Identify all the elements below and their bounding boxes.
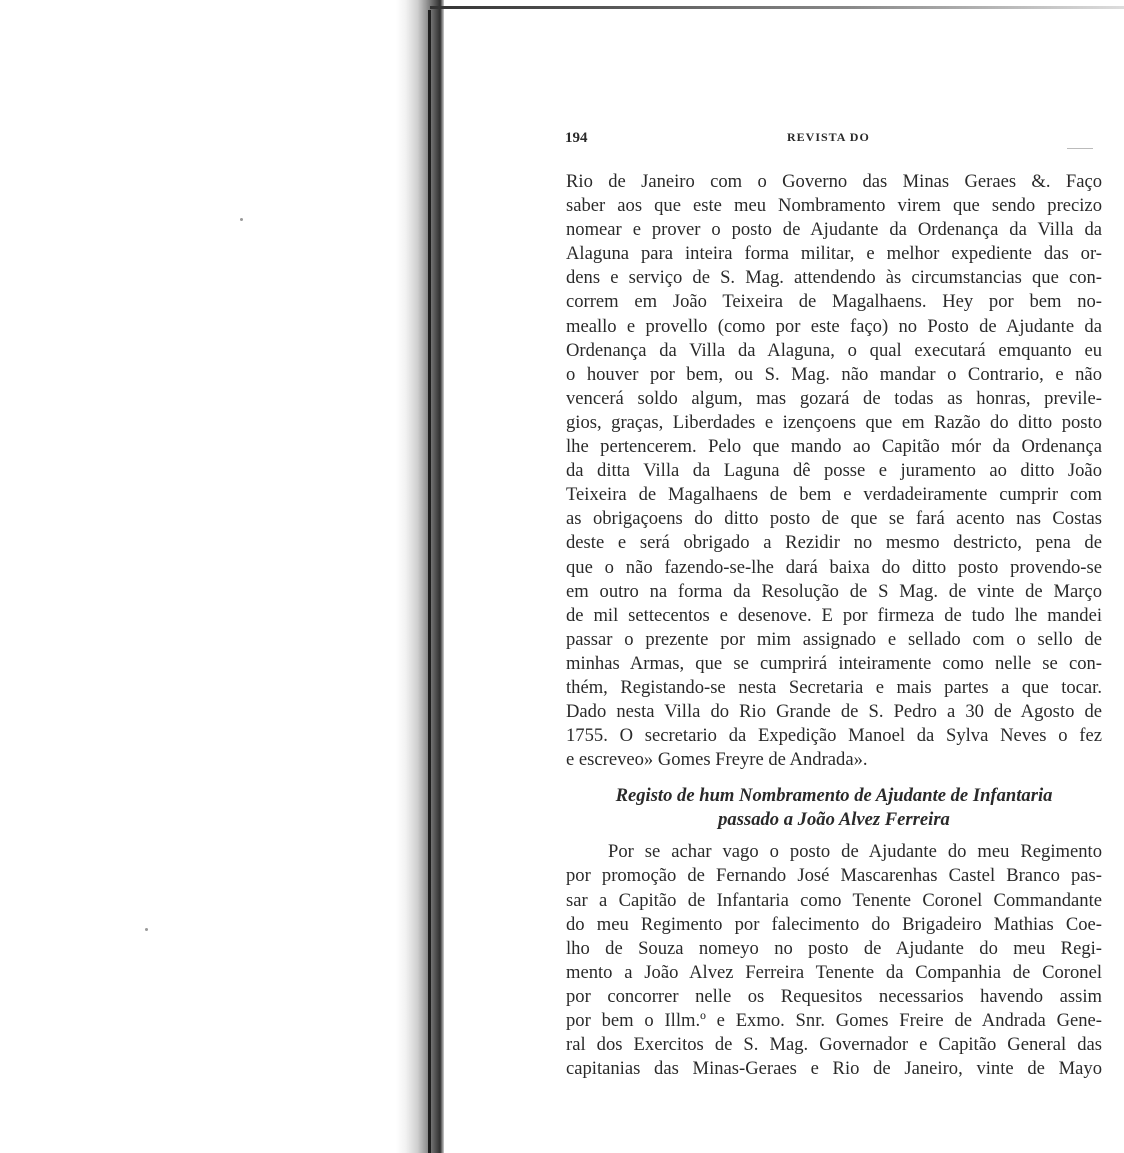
- text-line: 1755. O secretario da Expedição Manoel da Sylva Neves o fez: [566, 725, 1102, 747]
- text-line: e escreveo» Gomes Freyre de Andrada».: [566, 749, 868, 771]
- text-line: dens e serviço de S. Mag. attendendo às circumstancias que con-: [566, 267, 1102, 289]
- text-line: gios, graças, Liberdades e izençoens que em Razão do ditto posto: [566, 411, 1102, 433]
- page-text: [566, 170, 1102, 1081]
- text-line: capitanias das Minas-Geraes e Rio de Janeiro, vinte de Mayo: [566, 1058, 1102, 1080]
- text-line: Ordenança da Villa da Alaguna, o qual executará emquanto eu: [566, 339, 1102, 361]
- text-line: da ditta Villa da Laguna dê posse e juramento ao ditto João: [566, 460, 1102, 482]
- book-binding-shadow: [396, 0, 444, 1153]
- text-line: as obrigaçoens do ditto posto de que se fará acento nas Costas: [566, 508, 1102, 530]
- text-line: minhas Armas, que se cumprirá inteiramente como nelle se con-: [566, 652, 1102, 674]
- section-heading: [566, 784, 1102, 832]
- text-line: saber aos que este meu Nombramento virem que sendo precizo: [566, 195, 1102, 217]
- page-top-edge: [430, 6, 1124, 9]
- section-heading-line: passado a João Alvez Ferreira: [718, 809, 950, 831]
- text-line: nomear e prover o posto de Ajudante da Ordenança da Villa da: [566, 219, 1102, 241]
- text-line: Por se achar vago o posto de Ajudante do meu Regimento: [608, 841, 1102, 863]
- running-head: REVISTA DO: [787, 130, 870, 144]
- text-line: vencerá soldo algum, mas gozará de todas as honras, previle-: [566, 387, 1102, 409]
- scan-speck: [145, 928, 148, 931]
- text-line: de mil settecentos e desenove. E por firmeza de tudo lhe mandei: [566, 604, 1102, 626]
- text-line: correm em João Teixeira de Magalhaens. Hey por bem no-: [566, 291, 1102, 313]
- text-line: ral dos Exercitos de S. Mag. Governador e Capitão General das: [566, 1034, 1102, 1056]
- text-line: lho de Souza nomeyo no posto de Ajudante do meu Regi-: [566, 937, 1102, 959]
- text-line: sar a Capitão de Infantaria como Tenente Coronel Commandante: [566, 889, 1102, 911]
- page-number: 194: [565, 130, 588, 146]
- text-line: Rio de Janeiro com o Governo das Minas Geraes &. Faço: [566, 171, 1102, 192]
- text-line: do meu Regimento por falecimento do Brigadeiro Mathias Coe-: [566, 913, 1102, 935]
- text-line: por concorrer nelle os Requesitos necessarios havendo assim: [566, 985, 1102, 1007]
- paragraph-1: [566, 170, 1102, 772]
- text-line: por bem o Illm.º e Exmo. Snr. Gomes Freire de Andrada Gene-: [566, 1010, 1102, 1031]
- text-line: meallo e provello (como por este faço) no Posto de Ajudante da: [566, 315, 1102, 337]
- text-line: o houver por bem, ou S. Mag. não mandar o Contrario, e não: [566, 363, 1102, 385]
- text-line: Alaguna para inteira forma militar, e melhor expediente das or-: [566, 243, 1102, 265]
- text-line: mento a João Alvez Ferreira Tenente da Companhia de Coronel: [566, 961, 1102, 983]
- scan-speck: [240, 218, 243, 221]
- text-line: thém, Registando-se nesta Secretaria e mais partes a que tocar.: [566, 676, 1102, 698]
- text-line: que o não fazendo-se-lhe dará baixa do ditto posto provendo-se: [566, 556, 1102, 578]
- text-line: em outro na forma da Resolução de S Mag. de vinte de Março: [566, 580, 1102, 602]
- page-header: [565, 130, 1105, 154]
- section-heading-line: Registo de hum Nombramento de Ajudante de Infantaria: [615, 785, 1053, 807]
- text-line: Dado nesta Villa do Rio Grande de S. Pedro a 30 de Agosto de: [566, 701, 1102, 723]
- header-rule: [1067, 148, 1093, 149]
- text-line: Teixeira de Magalhaens de bem e verdadeiramente cumprir com: [566, 484, 1102, 506]
- text-line: por promoção de Fernando José Mascarenhas Castel Branco pas-: [566, 865, 1102, 887]
- text-line: lhe pertencerem. Pelo que mando ao Capitão mór da Ordenança: [566, 436, 1102, 458]
- paragraph-2: [566, 840, 1102, 1081]
- text-line: passar o prezente por mim assignado e sellado com o sello de: [566, 628, 1102, 650]
- gutter-line: [428, 10, 431, 1153]
- text-line: deste e será obrigado a Rezidir no mesmo destricto, pena de: [566, 532, 1102, 554]
